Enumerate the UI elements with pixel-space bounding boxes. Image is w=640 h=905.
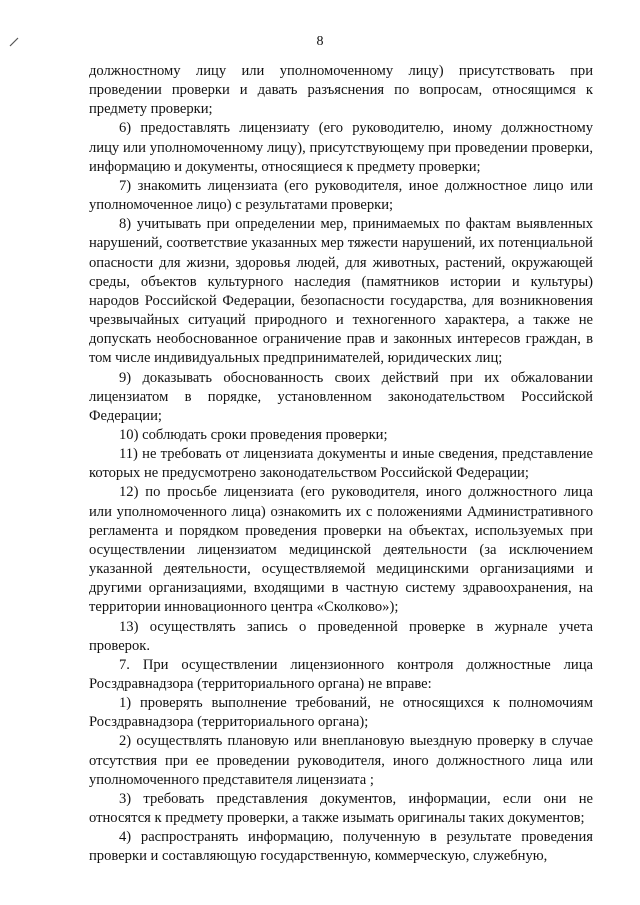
paragraph-item-11: 11) не требовать от лицензиата документы и иные сведения, представление которых не предусмотрено законодательством Российской Федерации; xyxy=(89,446,593,482)
paragraph-item-10: 10) соблюдать сроки проведения проверки; xyxy=(119,426,388,443)
paragraph-item-13: 13) осуществлять запись о проведенной проверке в журнале учета проверок. xyxy=(89,618,593,654)
paragraph-prohibition-2: 2) осуществлять плановую или внеплановую выездную проверку в случае отсутствия при ее проведении руководителя, иного должностного лица или уполномоченного представителя лицензиата ; xyxy=(89,733,593,788)
paragraph-item-12: 12) по просьбе лицензиата (его руководителя, иного должностного лица или уполномоченного лица) ознакомить их с положениями Административного регламента и порядком проведения проверки на объектах, используемых при осуществлении лицензиатом медицинской деятельности (за исключением указанной деятельности, осуществляемой медицинскими организациями и другими организациями, входящими в частную систему здравоохранения, на территории инновационного центра «Сколково»); xyxy=(89,484,593,616)
paragraph-item-9: 9) доказывать обоснованность своих действий при их обжаловании лицензиатом в порядке, установленном законодательством Российской Федерации; xyxy=(89,369,593,424)
page-number: 8 xyxy=(316,34,324,49)
paragraph-item-8: 8) учитывать при определении мер, принимаемых по фактам выявленных нарушений, соответствие указанных мер тяжести нарушений, их потенциальной опасности для жизни, здоровья людей, для животных, растений, окружающей среды, объектов культурного наследия (памятников истории и культуры) народов Российской Федерации, безопасности государства, для возникновения чрезвычайных ситуаций природного и техногенного характера, а также не допускать необоснованное ограничение прав и законных интересов граждан, в том числе индивидуальных предпринимателей, юридических лиц; xyxy=(89,216,593,367)
document-body xyxy=(89,62,593,867)
paragraph-item-6: 6) предоставлять лицензиату (его руководителю, иному должностному лицу или уполномоченному лицу), присутствующему при проведении проверки, информацию и документы, относящиеся к предмету проверки; xyxy=(89,120,593,175)
paragraph-prohibition-1: 1) проверять выполнение требований, не относящихся к полномочиям Росздравнадзора (территориального органа); xyxy=(89,695,593,731)
paragraph-continuation: должностному лицу или уполномоченному лицу) присутствовать при проведении проверки и давать разъяснения по вопросам, относящимся к предмету проверки; xyxy=(89,63,593,118)
paragraph-prohibition-3: 3) требовать представления документов, информации, если они не относятся к предмету проверки, а также изымать оригиналы таких документов; xyxy=(89,790,593,827)
paragraph-section-7: 7. При осуществлении лицензионного контроля должностные лица Росздравнадзора (территориального органа) не вправе: xyxy=(89,656,593,692)
paragraph-prohibition-4: 4) распространять информацию, полученную в результате проведения проверки и составляющую государственную, коммерческую, служебную, xyxy=(89,829,593,865)
paragraph-item-7: 7) знакомить лицензиата (его руководителя, иное должностное лицо или уполномоченное лицо) с результатами проверки; xyxy=(89,177,593,214)
